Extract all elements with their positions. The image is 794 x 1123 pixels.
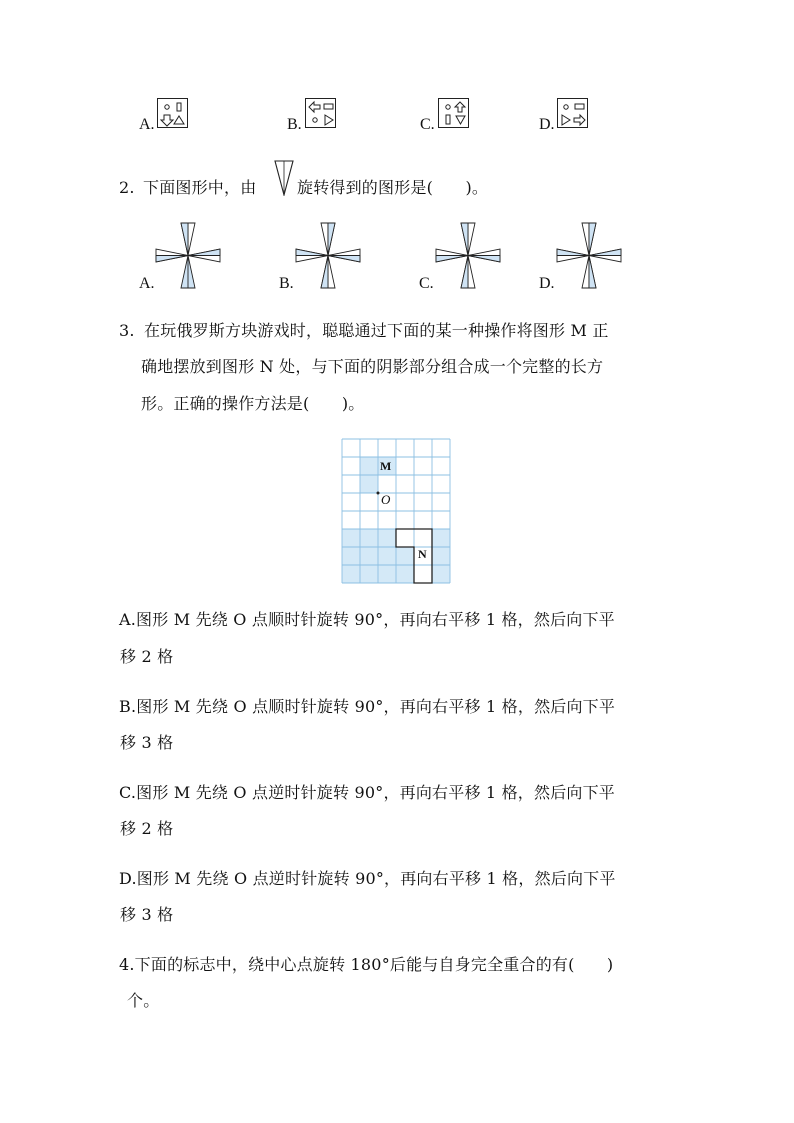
q1-option-b-figure [305,98,336,128]
q1-option-c-label: C. [420,116,435,133]
q3-label-n: N [418,547,427,561]
q3-label-m: M [380,459,392,473]
q3-option-d-line1: D.图形 M 先绕 O 点逆时针旋转 90°，再向右平移 1 格，然后向下平 [119,869,616,888]
q3-number: 3. [119,321,135,340]
q3-line-3: 形。正确的操作方法是( )。 [141,394,365,413]
q3-option-a-line1: A.图形 M 先绕 O 点顺时针旋转 90°，再向右平移 1 格，然后向下平 [119,610,615,629]
q3-option-c-line1: C.图形 M 先绕 O 点逆时针旋转 90°，再向右平移 1 格，然后向下平 [119,783,615,802]
q4-line-1: 4.下面的标志中，绕中心点旋转 180°后能与自身完全重合的有( ) [119,955,614,974]
q1-option-a-label: A. [139,116,155,133]
q3-grid-figure [341,438,452,584]
q3-option-b-line2: 移 3 格 [120,733,174,752]
q2-option-d-label: D. [539,275,555,292]
q3-line-1: 在玩俄罗斯方块游戏时，聪聪通过下面的某一种操作将图形 M 正 [144,321,609,340]
q2-option-b-label: B. [279,275,294,292]
q3-option-a-line2: 移 2 格 [120,647,174,666]
q3-option-d-line2: 移 3 格 [120,905,174,924]
q2-option-a-label: A. [139,275,155,292]
q2-text-before: 下面图形中，由 [143,178,257,197]
q4-line-2: 个。 [127,991,160,1010]
q2-number: 2. [119,178,135,197]
q1-option-d-label: D. [539,116,555,133]
q3-option-b-line1: B.图形 M 先绕 O 点顺时针旋转 90°，再向右平移 1 格，然后向下平 [119,697,616,716]
q3-line-2: 确地摆放到图形 N 处，与下面的阴影部分组合成一个完整的长方 [141,357,604,376]
q2-option-a-figure [155,221,221,290]
q2-option-c-label: C. [419,275,434,292]
q2-option-d-figure [556,221,622,290]
q2-sector-figure [274,160,294,196]
q3-point-o [377,492,380,495]
q2-option-b-figure [295,221,361,290]
q2-text-after: 旋转得到的图形是( )。 [297,178,489,197]
q1-option-d-figure [557,98,588,128]
q1-option-b-label: B. [287,116,302,133]
q2-option-c-figure [435,221,501,290]
q1-option-a-figure [157,98,188,128]
q3-label-o: O [381,492,391,507]
q3-option-c-line2: 移 2 格 [120,819,174,838]
q1-option-c-figure [438,98,469,128]
